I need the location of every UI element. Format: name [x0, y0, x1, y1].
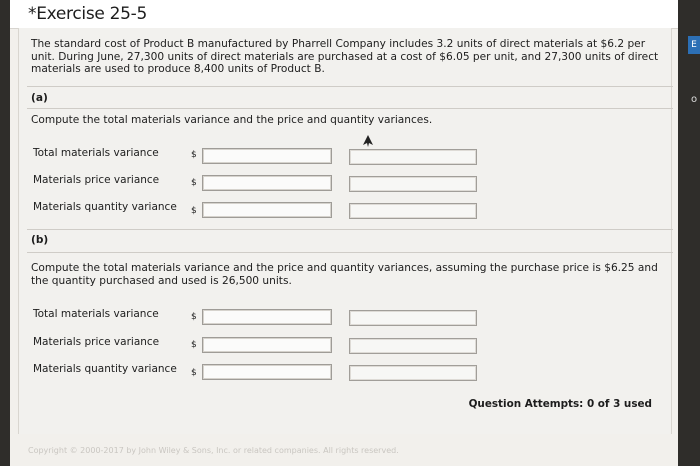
part-a-price-variance-input[interactable]	[202, 175, 332, 191]
part-b-row-total-label: Total materials variance	[33, 308, 159, 320]
part-b-total-variance-type-select[interactable]	[349, 310, 477, 326]
currency-symbol: $	[191, 150, 197, 160]
currency-symbol: $	[191, 178, 197, 188]
part-b-row-price-label: Materials price variance	[33, 336, 160, 348]
part-a-row-price-label: Materials price variance	[33, 174, 160, 186]
problem-text: The standard cost of Product B manufactured by Pharrell Company includes 3.2 units of direct materials at $6.2 per unit. During June, 27,300 units of direct materials are purchased at a cost of $6.05 per unit, and 27,300 units of direct materials are used to produce 8,400 units of Product B.	[31, 38, 659, 75]
exercise-header	[10, 0, 678, 29]
part-b-price-variance-input[interactable]	[202, 337, 332, 353]
part-a-row-total-label: Total materials variance	[33, 147, 159, 159]
part-b-row-quantity-label: Materials quantity variance	[33, 363, 177, 375]
divider	[27, 229, 673, 230]
part-b-total-variance-input[interactable]	[202, 309, 332, 325]
question-panel	[18, 28, 672, 434]
part-b-price-variance-type-select[interactable]	[349, 338, 477, 354]
currency-symbol: $	[191, 368, 197, 378]
divider	[27, 108, 673, 109]
mouse-cursor-icon	[361, 134, 375, 148]
edge-tab[interactable]: E	[688, 36, 700, 54]
currency-symbol: $	[191, 340, 197, 350]
exercise-title: *Exercise 25-5	[28, 4, 148, 24]
part-a-row-quantity-label: Materials quantity variance	[33, 201, 177, 213]
exercise-page	[10, 0, 678, 466]
part-a-quantity-variance-input[interactable]	[202, 202, 332, 218]
part-b-quantity-variance-type-select[interactable]	[349, 365, 477, 381]
part-a-total-variance-type-select[interactable]	[349, 149, 477, 165]
part-a-price-variance-type-select[interactable]	[349, 176, 477, 192]
currency-symbol: $	[191, 206, 197, 216]
part-b-quantity-variance-input[interactable]	[202, 364, 332, 380]
part-a-total-variance-input[interactable]	[202, 148, 332, 164]
part-b-label: (b)	[31, 234, 49, 246]
part-a-quantity-variance-type-select[interactable]	[349, 203, 477, 219]
currency-symbol: $	[191, 312, 197, 322]
part-a-instruction: Compute the total materials variance and the price and quantity variances.	[31, 114, 433, 126]
part-b-instruction: Compute the total materials variance and the price and quantity variances, assuming the purchase price is $6.25 and the quantity purchased and used is 26,500 units.	[31, 262, 658, 287]
divider	[27, 252, 673, 253]
copyright-text: Copyright © 2000-2017 by John Wiley & Sons, Inc. or related companies. All rights reserved.	[28, 446, 399, 455]
part-a-label: (a)	[31, 92, 48, 104]
divider	[27, 86, 673, 87]
edge-letter: o	[690, 94, 698, 105]
question-attempts: Question Attempts: 0 of 3 used	[468, 398, 652, 410]
